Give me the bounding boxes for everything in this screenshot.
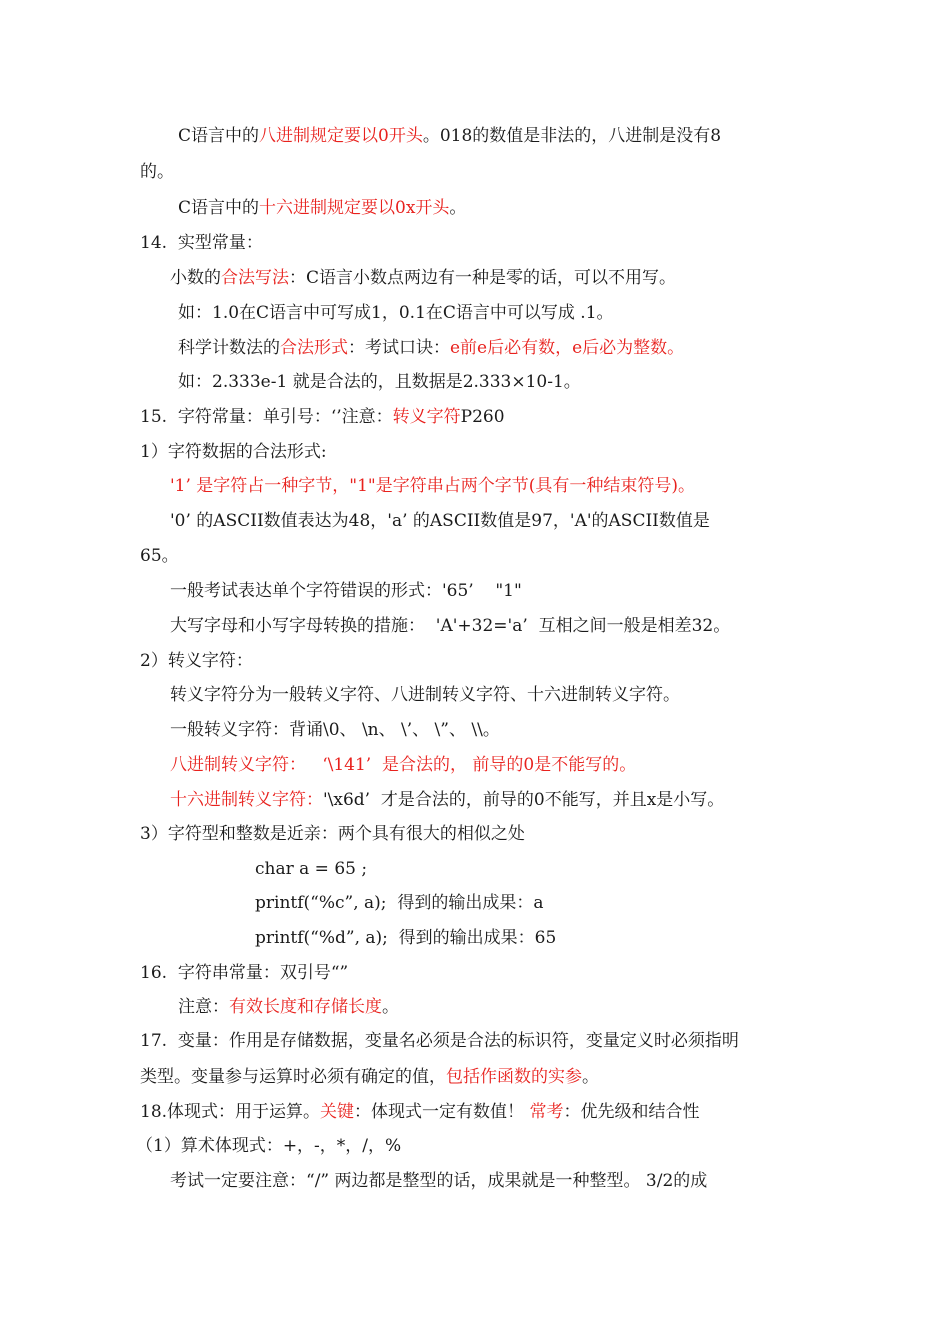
text-line [170,753,636,777]
body-text: 的。 [140,162,174,182]
text-line [255,857,367,881]
body-text: char a = 65 ; [255,859,368,879]
body-text: ：体现式一定有数值！ [354,1102,530,1122]
body-text: printf(“%d”, a); 得到的输出成果：65 [255,928,557,948]
text-line [140,961,348,985]
body-text: P260 [460,407,505,427]
body-text: 如：2.333e-1 就是合法的，且数据是2.333×10-1。 [178,372,581,392]
body-text: 类型。变量参与运算时必须有确定的值， [140,1067,446,1087]
text-line [178,995,399,1019]
text-line [136,1134,401,1158]
text-line [178,196,466,220]
body-text: 小数的 [170,268,221,288]
text-line [178,301,614,325]
body-text: 1）字符数据的合法形式: [140,442,327,462]
body-text: 15. 字符常量：单引号：‘’注意： [140,407,393,427]
body-text: 大写字母和小写字母转换的措施： 'A'+32='a’ 互相之间一般是相差32。 [170,616,731,636]
text-line [140,1065,599,1089]
text-line [170,718,500,742]
body-text: 一般考试表达单个字符错误的形式：'65’ "1" [170,581,522,601]
body-text: 65。 [140,546,179,566]
emphasis-text: 八进制规定要以0开头 [259,126,423,146]
body-text: C语言中的 [178,126,260,146]
body-text: ：考试口诀： [348,338,450,358]
text-line [140,649,253,673]
text-line [170,266,676,290]
emphasis-text: 十六进制规定要以0x开头 [259,198,450,218]
text-line [140,231,263,255]
text-line [255,926,556,950]
text-line [170,1169,707,1193]
body-text: '0’ 的ASCII数值表达为48，'a’ 的ASCII数值是97，'A'的ASCII数值是 [170,511,710,531]
body-text: （1）算术体现式：+，-，*，/，% [136,1136,402,1156]
body-text: ：C语言小数点两边有一种是零的话，可以不用写。 [289,268,677,288]
text-line [255,891,543,915]
body-text: 考试一定要注意：“/” 两边都是整型的话，成果就是一种整型。 3/2的成 [170,1171,708,1191]
text-line [170,509,710,533]
emphasis-text: 常考 [529,1102,564,1122]
body-text: 18.体现式：用于运算。 [140,1102,321,1122]
body-text: printf(“%c”, a); 得到的输出成果：a [255,893,544,913]
emphasis-text: 十六进制转义字符： [170,790,323,810]
body-text: 如：1.0在C语言中可写成1，0.1在C语言中可以写成 .1。 [178,303,614,323]
body-text: 。 [382,997,399,1017]
text-line [170,683,680,707]
text-line [178,336,684,360]
text-line [140,1029,739,1053]
body-text: 。 [582,1067,599,1087]
body-text: 注意： [178,997,229,1017]
emphasis-text: 有效长度和存储长度 [229,997,382,1017]
body-text: 2）转义字符： [140,651,253,671]
text-line [170,614,730,638]
text-line [178,370,581,394]
emphasis-text: 合法形式 [280,338,348,358]
body-text: 14. 实型常量： [140,233,263,253]
text-line [140,544,179,568]
body-text: 转义字符分为一般转义字符、八进制转义字符、十六进制转义字符。 [170,685,680,705]
text-line [178,124,721,148]
emphasis-text: 包括作函数的实参 [446,1067,582,1087]
body-text: 。018的数值是非法的，八进制是没有8 [422,126,722,146]
text-line [140,405,505,429]
body-text: C语言中的 [178,198,260,218]
body-text: ：优先级和结合性 [563,1102,700,1122]
text-line [170,474,695,498]
emphasis-text: '1’ 是字符占一种字节，"1"是字符串占两个字节(具有一种结束符号)。 [170,476,696,496]
emphasis-text: e前e后必有数，e后必为整数。 [450,338,685,358]
emphasis-text: 八进制转义字符： ‘\141’ 是合法的， 前导的0是不能写的。 [170,755,637,775]
text-line [170,579,522,603]
text-line [140,440,327,464]
body-text: 一般转义字符：背诵\0、 \n、 \’、 \”、 \\。 [170,720,500,740]
text-line [140,822,525,846]
body-text: 科学计数法的 [178,338,280,358]
emphasis-text: 转义字符 [392,407,461,427]
body-text: 3）字符型和整数是近亲：两个具有很大的相似之处 [140,824,525,844]
body-text: 16. 字符串常量：双引号“” [140,963,349,983]
text-line [140,160,174,184]
emphasis-text: 关键 [320,1102,355,1122]
text-line [140,1100,699,1124]
body-text: 。 [449,198,467,218]
body-text: '\x6d’ 才是合法的，前导的0不能写，并且x是小写。 [323,790,725,810]
emphasis-text: 合法写法 [221,268,289,288]
text-line [170,788,724,812]
body-text: 17. 变量：作用是存储数据，变量名必须是合法的标识符，变量定义时必须指明 [140,1031,739,1051]
